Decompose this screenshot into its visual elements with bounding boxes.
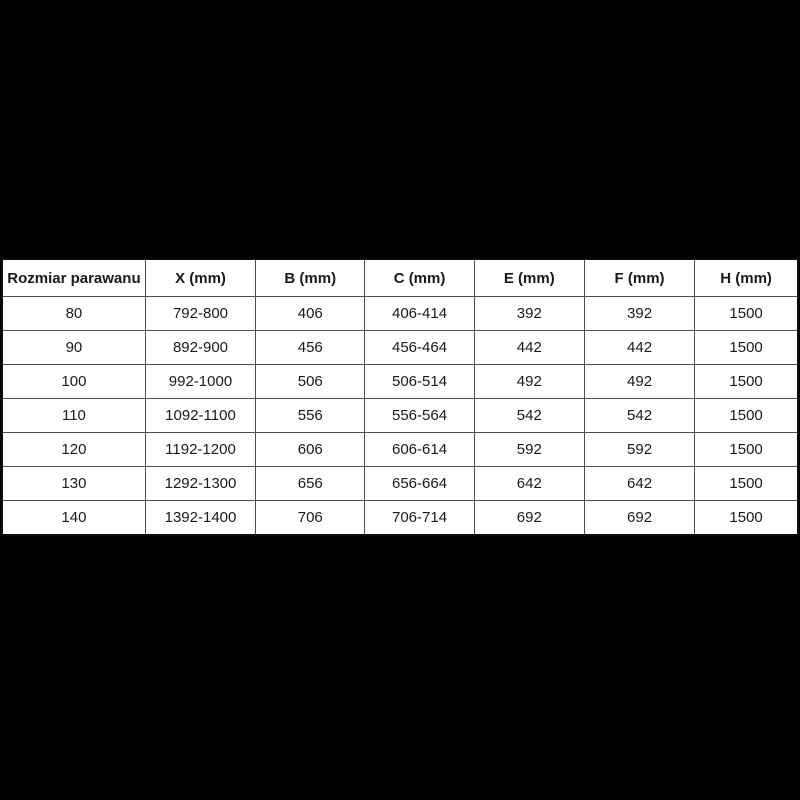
table-cell: 492 bbox=[474, 365, 584, 399]
table-cell: 592 bbox=[584, 433, 694, 467]
column-header: C (mm) bbox=[365, 259, 474, 297]
table-cell: 392 bbox=[474, 297, 584, 331]
table-cell: 656 bbox=[256, 467, 365, 501]
table-cell: 110 bbox=[2, 399, 145, 433]
table-cell: 656-664 bbox=[365, 467, 474, 501]
table-cell: 792-800 bbox=[145, 297, 255, 331]
table-cell: 506-514 bbox=[365, 365, 474, 399]
table-cell: 592 bbox=[474, 433, 584, 467]
table-cell: 456-464 bbox=[365, 331, 474, 365]
table-row bbox=[2, 399, 798, 433]
table-cell: 542 bbox=[584, 399, 694, 433]
column-header: H (mm) bbox=[695, 259, 798, 297]
size-table-body bbox=[2, 297, 798, 536]
table-cell: 992-1000 bbox=[145, 365, 255, 399]
table-cell: 406-414 bbox=[365, 297, 474, 331]
table-cell: 80 bbox=[2, 297, 145, 331]
table-cell: 1500 bbox=[695, 399, 798, 433]
table-row bbox=[2, 433, 798, 467]
table-row bbox=[2, 365, 798, 399]
table-cell: 606-614 bbox=[365, 433, 474, 467]
size-table-header bbox=[2, 259, 798, 297]
table-cell: 1500 bbox=[695, 297, 798, 331]
table-cell: 1500 bbox=[695, 501, 798, 536]
table-cell: 1392-1400 bbox=[145, 501, 255, 536]
table-cell: 642 bbox=[474, 467, 584, 501]
table-cell: 606 bbox=[256, 433, 365, 467]
table-cell: 1500 bbox=[695, 433, 798, 467]
table-cell: 892-900 bbox=[145, 331, 255, 365]
column-header: E (mm) bbox=[474, 259, 584, 297]
column-header: F (mm) bbox=[584, 259, 694, 297]
header-row bbox=[2, 259, 798, 297]
size-table-container bbox=[0, 258, 800, 536]
table-row bbox=[2, 297, 798, 331]
table-cell: 692 bbox=[474, 501, 584, 536]
table-cell: 642 bbox=[584, 467, 694, 501]
table-cell: 1500 bbox=[695, 331, 798, 365]
column-header: Rozmiar parawanu bbox=[2, 259, 145, 297]
table-cell: 130 bbox=[2, 467, 145, 501]
table-cell: 406 bbox=[256, 297, 365, 331]
size-table bbox=[1, 258, 799, 536]
table-row bbox=[2, 501, 798, 536]
table-cell: 556-564 bbox=[365, 399, 474, 433]
table-cell: 100 bbox=[2, 365, 145, 399]
table-cell: 442 bbox=[584, 331, 694, 365]
column-header: X (mm) bbox=[145, 259, 255, 297]
table-cell: 90 bbox=[2, 331, 145, 365]
table-cell: 492 bbox=[584, 365, 694, 399]
table-cell: 442 bbox=[474, 331, 584, 365]
table-cell: 1292-1300 bbox=[145, 467, 255, 501]
table-cell: 1500 bbox=[695, 365, 798, 399]
table-cell: 542 bbox=[474, 399, 584, 433]
table-cell: 456 bbox=[256, 331, 365, 365]
table-cell: 506 bbox=[256, 365, 365, 399]
table-cell: 392 bbox=[584, 297, 694, 331]
table-row bbox=[2, 331, 798, 365]
column-header: B (mm) bbox=[256, 259, 365, 297]
table-cell: 706 bbox=[256, 501, 365, 536]
table-cell: 692 bbox=[584, 501, 694, 536]
table-cell: 140 bbox=[2, 501, 145, 536]
table-row bbox=[2, 467, 798, 501]
table-cell: 556 bbox=[256, 399, 365, 433]
table-cell: 120 bbox=[2, 433, 145, 467]
table-cell: 1192-1200 bbox=[145, 433, 255, 467]
table-cell: 706-714 bbox=[365, 501, 474, 536]
table-cell: 1500 bbox=[695, 467, 798, 501]
table-cell: 1092-1100 bbox=[145, 399, 255, 433]
